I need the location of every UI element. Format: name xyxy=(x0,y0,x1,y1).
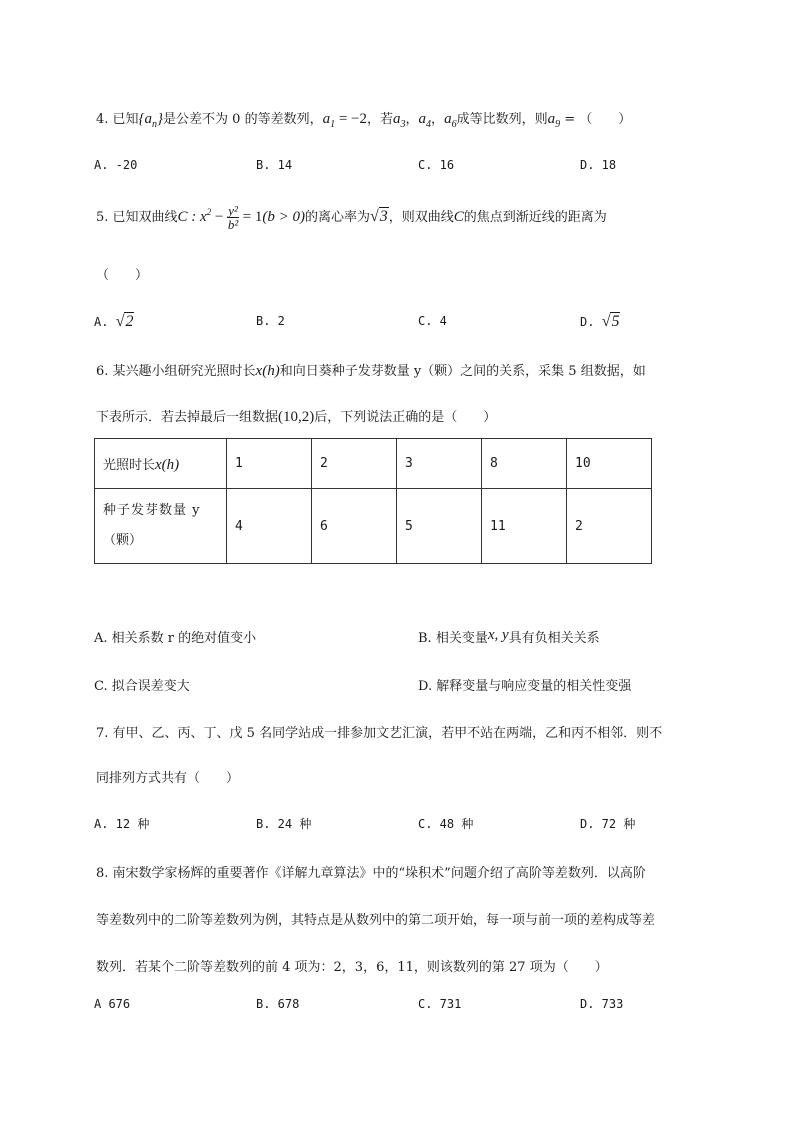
table-cell: 2 xyxy=(567,489,652,564)
q6-option-d: D. 解释变量与响应变量的相关性变强 xyxy=(418,679,632,694)
q5-option-a: A. √2 xyxy=(94,313,134,330)
q6-data-table xyxy=(94,438,652,564)
q4-stem-text-4: 成等比数列，则 xyxy=(456,112,548,127)
q8-option-c: C. 731 xyxy=(418,997,462,1011)
q6-option-b: B. 相关变量x, y具有负相关关系 xyxy=(418,627,600,646)
q7-option-d: D. 72 种 xyxy=(580,817,636,831)
q4-a3: $a_3$ xyxy=(393,111,406,130)
q5-c: C xyxy=(453,208,464,225)
q4-a4: $a_4$ xyxy=(418,111,432,130)
q4-a9: $a_9$ xyxy=(547,111,561,130)
q8-stem-line1: 8. 南宋数学家杨辉的重要著作《详解九章算法》中的“垛积术”问题介绍了高阶等差数列．以高阶 xyxy=(96,866,646,881)
q5-option-b: B. 2 xyxy=(256,314,285,328)
q4-stem-text-2: 是公差不为 0 的等差数列， xyxy=(163,112,323,127)
q5-fraction: $\frac{\text{y²}}{\text{b²}}$ xyxy=(227,203,239,232)
q5-option-c: C. 4 xyxy=(418,314,447,328)
q4-stem-text-5: = （ ） xyxy=(560,112,632,127)
q8-option-b: B. 678 xyxy=(256,997,300,1011)
q4-option-c: C. 16 xyxy=(418,158,455,172)
q7-option-c: C. 48 种 xyxy=(418,817,474,831)
q8-option-a: A 676 xyxy=(94,997,131,1011)
table-cell: 5 xyxy=(397,489,482,564)
table-cell: 1 xyxy=(227,439,312,489)
q6-xh: x(h) xyxy=(255,363,280,379)
table-header-cell: 光照时长x(h) xyxy=(95,439,227,489)
q4-option-d: D. 18 xyxy=(580,158,617,172)
q6-point: (10,2) xyxy=(278,409,315,425)
q5-paren: （ ） xyxy=(96,268,149,283)
q8-stem-line3: 数列．若某个二阶等差数列的前 4 项为：2，3，6，11，则该数列的第 27 项为（ ） xyxy=(96,960,608,975)
q4-option-b: B. 14 xyxy=(256,158,293,172)
q4-stem-text-3: ，若 xyxy=(367,112,394,127)
q7-option-a: A. 12 种 xyxy=(94,817,150,831)
q5-stem-text-2: 的离心率为 xyxy=(304,209,370,225)
q5-stem-text-3: ，则双曲线 xyxy=(388,209,454,225)
q5-stem-text-4: 的焦点到渐近线的距离为 xyxy=(463,209,607,225)
q7-stem-line1: 7. 有甲、乙、丙、丁、戊 5 名同学站成一排参加文艺汇演，若甲不站在两端，乙和丙不相邻．则不 xyxy=(96,726,663,741)
q5-option-d: D. √5 xyxy=(580,313,620,330)
table-cell: 11 xyxy=(482,489,567,564)
q5-stem-text: 5. 已知双曲线 xyxy=(96,209,178,225)
q5-stem xyxy=(96,204,607,231)
q4-a1: $a_1 = -2$ xyxy=(322,111,368,130)
q5-equation: C : $x^2$ − $\frac{\text{y²}}{\text{b²}}$ = 1(b > 0) xyxy=(177,203,305,232)
table-cell: 10 xyxy=(567,439,652,489)
q7-option-b: B. 24 种 xyxy=(256,817,312,831)
q4-option-a: A. -20 xyxy=(94,158,138,172)
q6-stem-line1: 6. 某兴趣小组研究光照时长x(h)和向日葵种子发芽数量 y（颗）之间的关系，采集 5 组数据，如 xyxy=(96,363,646,379)
table-row xyxy=(95,489,652,564)
table-cell: 3 xyxy=(397,439,482,489)
table-row xyxy=(95,439,652,489)
q4-seq: $\{a_n\}$ xyxy=(138,111,164,130)
q6-option-c: C. 拟合误差变大 xyxy=(94,679,190,694)
q7-stem-line2: 同排列方式共有（ ） xyxy=(96,771,240,786)
q5-sqrt3: √3 xyxy=(369,207,388,225)
table-cell: 6 xyxy=(312,489,397,564)
table-cell: 2 xyxy=(312,439,397,489)
q6-stem-line2: 下表所示．若去掉最后一组数据(10,2)后，下列说法正确的是（ ） xyxy=(96,409,497,425)
q4-stem-text: 4. 已知 xyxy=(96,112,139,127)
q6-option-a: A. 相关系数 r 的绝对值变小 xyxy=(94,631,257,646)
q4-stem: 4. 已知$\{a_n\}$是公差不为 0 的等差数列，$a_1 = -2$，若$a_3$，$a_4$，$a_6$成等比数列，则$a_9$ = （ ） xyxy=(96,111,632,130)
table-cell: 8 xyxy=(482,439,567,489)
q8-option-d: D. 733 xyxy=(580,997,624,1011)
table-cell: 4 xyxy=(227,489,312,564)
q8-stem-line2: 等差数列中的二阶等差数列为例，其特点是从数列中的第二项开始，每一项与前一项的差构成等差 xyxy=(96,913,656,928)
q4-a6: $a_6$ xyxy=(444,111,457,130)
table-header-cell: 种子发芽数量 y （颗） xyxy=(95,489,227,564)
